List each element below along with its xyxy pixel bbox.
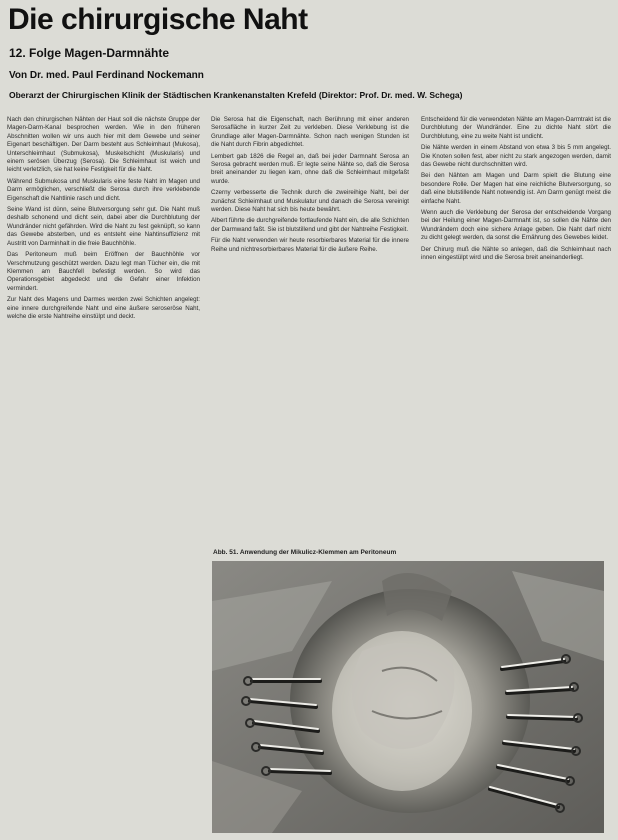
paragraph: Für die Naht verwenden wir heute resorbierbares Material für die innere Reihe und nichtresorbierbares Material für die äußere Reihe. <box>211 237 409 253</box>
paragraph: Zur Naht des Magens und Darmes werden zwei Schichten angelegt: eine innere durchgreifende Naht und eine äußere seroseröse Naht, welche die erste Nahtreihe einstülpt und deckt. <box>7 296 200 320</box>
paragraph: Der Chirurg muß die Nähte so anlegen, daß die Schleimhaut nach innen eingestülpt wird und die Serosa breit aneinanderliegt. <box>421 245 611 262</box>
paragraph: Czerny verbesserte die Technik durch die zweireihige Naht, bei der zunächst Schleimhaut und Muskulatur und danach die Serosa vereinigt werden. Diese Naht hat sich bis heute bewährt. <box>211 189 409 214</box>
paragraph: Seine Wand ist dünn, seine Blutversorgung sehr gut. Die Naht muß deshalb schonend und dicht sein, dabei aber die Durchblutung der Wundränder nicht gefährden. Wird die Naht zu fest geknüpft, so kann das Gewebe absterben, und es entsteht eine Nahtinsuffizienz mit Austritt von Darminhalt in die freie Bauchhöhle. <box>7 206 200 247</box>
paragraph: Nach den chirurgischen Nähten der Haut soll die nächste Gruppe der Magen-Darm-Kanal besprochen werden. Wie in den früheren Abschnitten wollen wir uns auch hier mit dem Gewebe und seiner Eigenart beschäftigen. Der Darm besteht aus Schleimhaut (Mukosa), Unterschleimhaut (Submukosa), Muskelschicht (Muskularis) und einem serösen Überzug (Serosa). Die Schleimhaut ist weich und leicht verletzlich, sie hat keine Festigkeit für die Naht. <box>7 116 200 174</box>
surgical-photo-illustration <box>212 561 604 833</box>
paragraph: Entscheidend für die verwendeten Nähte am Magen-Darmtrakt ist die Durchblutung der Wundränder. Eine zu dichte Naht stört die Durchblutung, eine zu weite Naht ist undicht. <box>421 116 611 140</box>
text-column-1 <box>7 116 200 836</box>
series-subtitle: 12. Folge Magen-Darmnähte <box>9 46 170 60</box>
paragraph: Albert führte die durchgreifende fortlaufende Naht ein, die alle Schichten der Darmwand faßt. Sie ist blutstillend und gibt der Nahtreihe Festigkeit. <box>211 217 409 233</box>
paragraph: Die Nähte werden in einem Abstand von etwa 3 bis 5 mm angelegt. Die Knoten sollen fest, aber nicht zu stark angezogen werden, damit das Gewebe nicht durchschnitten wird. <box>421 144 611 169</box>
paragraph: Die Serosa hat die Eigenschaft, nach Berührung mit einer anderen Serosafläche in kurzer Zeit zu verkleben. Diese Verklebung ist die Grundlage aller Magen-Darmnähte. Schon nach wenigen Stunden ist die Naht durch Fibrin abgedichtet. <box>211 116 409 149</box>
paragraph: Das Peritoneum muß beim Eröffnen der Bauchhöhle vor Verschmutzung geschützt werden. Dazu legt man Tücher ein, die mit Klemmen am Bauchfell befestigt werden. So wird das Operationsgebiet abgedeckt und die Gefahr einer Infektion vermindert. <box>7 251 200 292</box>
text-column-2 <box>211 116 409 544</box>
article-title: Die chirurgische Naht <box>8 3 308 36</box>
affiliation-line: Oberarzt der Chirurgischen Klinik der Städtischen Krankenanstalten Krefeld (Direktor: Prof. Dr. med. W. Schega) <box>9 90 463 100</box>
text-column-3 <box>421 116 611 578</box>
paragraph: Wenn auch die Verklebung der Serosa der entscheidende Vorgang bei der Heilung einer Magen-Darmnaht ist, so sollen die Nähte den Wundrändern doch eine sichere Anlage geben. Die Naht darf nicht zu dicht gelegt werden, da sonst die Ernährung des Gewebes leidet. <box>421 209 611 242</box>
paragraph: Lembert gab 1826 die Regel an, daß bei jeder Darmnaht Serosa an Serosa gebracht werden muß. Er legte seine Nähte so, daß die Serosa breit aneinander zu liegen kam, ohne daß die Schleimhaut mitgefaßt wurde. <box>211 152 409 185</box>
figure-caption: Abb. 51. Anwendung der Mikulicz-Klemmen am Peritoneum <box>213 549 397 556</box>
surgical-photo <box>212 561 604 833</box>
author-line: Von Dr. med. Paul Ferdinand Nockemann <box>9 70 204 81</box>
paragraph: Während Submukosa und Muskularis eine feste Naht im Magen und Darm ermöglichen, verschließt die Serosa durch ihre verklebende Eigenschaft die Nahtlinie rasch und dicht. <box>7 177 200 202</box>
paragraph: Bei den Nähten am Magen und Darm spielt die Blutung eine besondere Rolle. Der Magen hat eine reichliche Blutversorgung, so daß eine blutstillende Naht notwendig ist. Am Darm genügt meist die einfache Naht. <box>421 172 611 205</box>
